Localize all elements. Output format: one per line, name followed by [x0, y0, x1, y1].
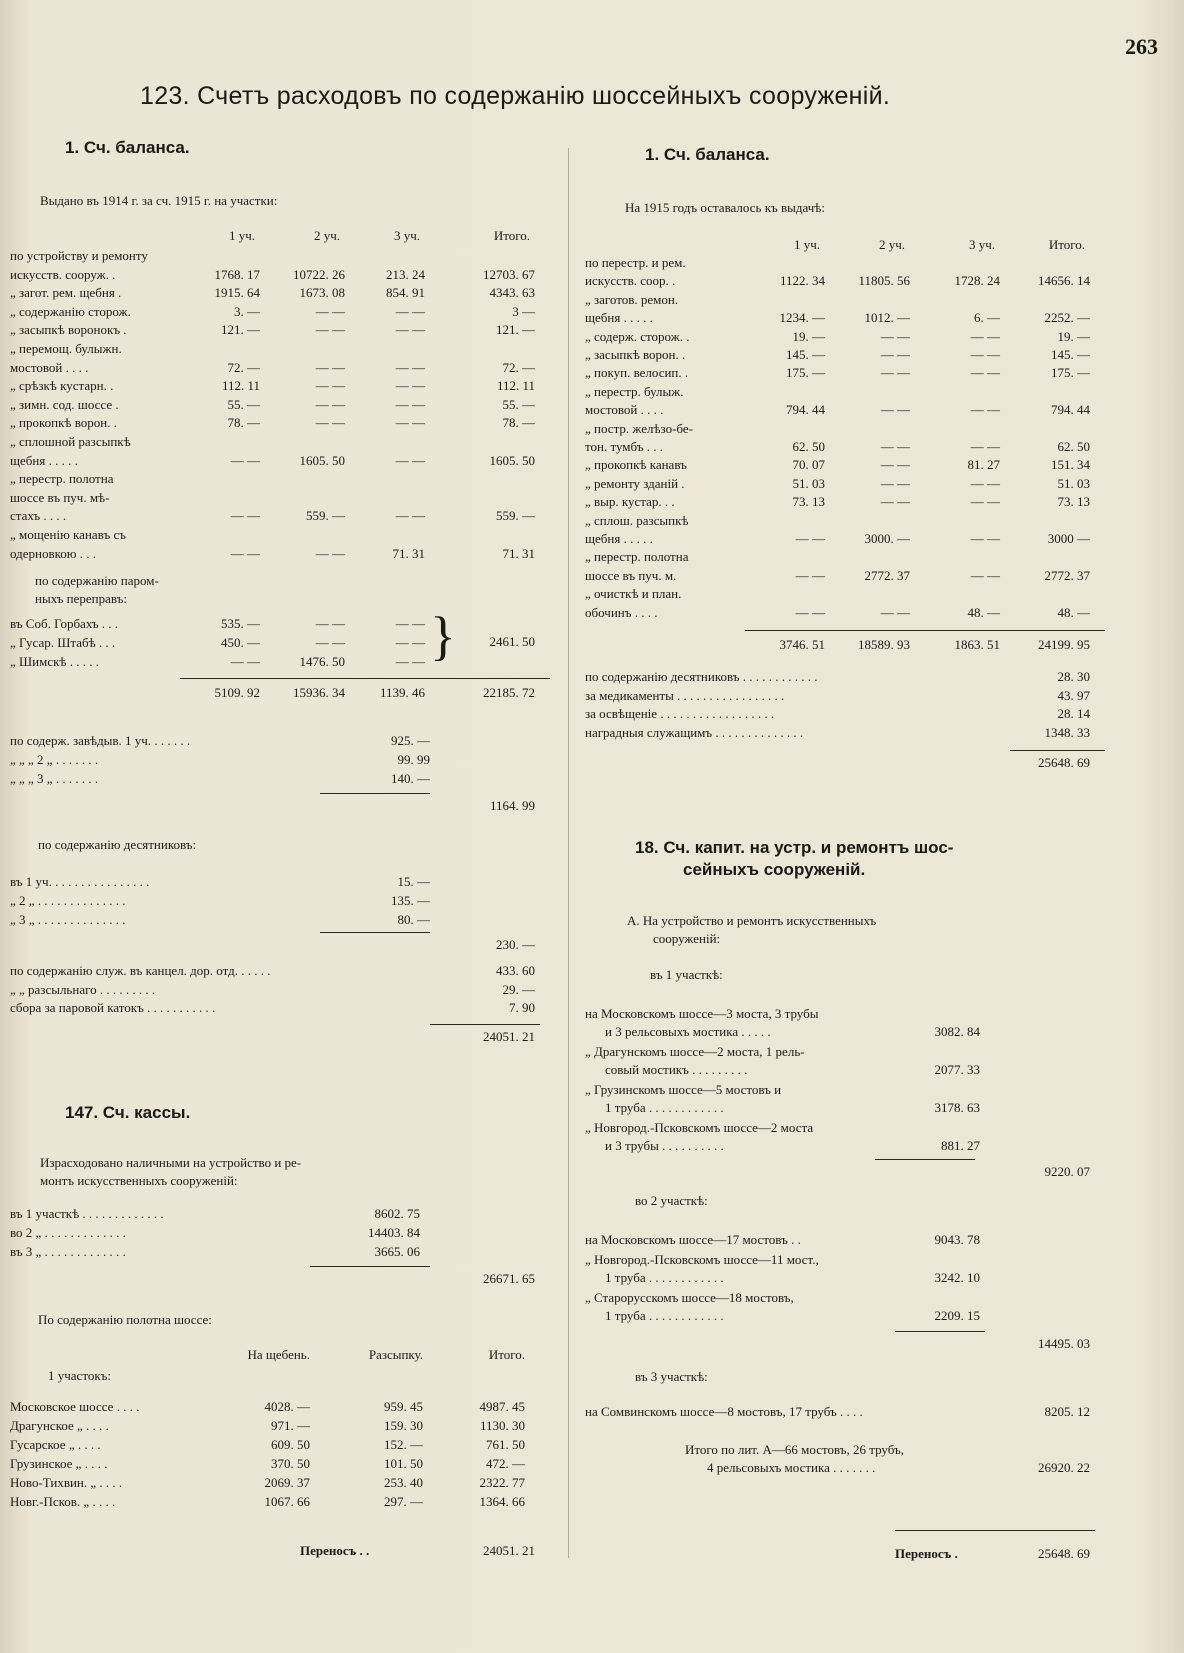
table-cell: 1605. 50 — [299, 452, 345, 468]
caption: въ 3 участкѣ: — [635, 1369, 708, 1384]
table-cell: — — — [315, 545, 345, 561]
table-cell: 18589. 93 — [858, 637, 910, 652]
column-header: 1 уч. — [793, 237, 820, 252]
caption: по содержанію паром- — [35, 573, 159, 589]
table-cell: 48. — — [967, 604, 1000, 620]
table-cell: 2772. 37 — [1044, 567, 1090, 583]
row-label: „ зимн. сод. шоссе . — [10, 396, 119, 412]
table-cell: — — — [880, 604, 910, 620]
column-header: Итого. — [1048, 237, 1085, 252]
row-label: наградныя служащимъ . . . . . . . . . . . . . . — [585, 724, 804, 740]
row-label: искусств. сооруж. . — [10, 266, 116, 282]
table-cell: 881. 27 — [941, 1138, 980, 1153]
table-cell: 4028. — — [264, 1399, 310, 1414]
table-cell: — — — [395, 359, 425, 375]
caption: Израсходовано наличными на устройство и ре- — [40, 1155, 302, 1170]
table-cell: 2069. 37 — [264, 1475, 310, 1490]
table-cell: — — — [395, 452, 425, 468]
row-label: „ Шимскѣ . . . . . — [10, 654, 99, 670]
table-cell: 14656. 14 — [1038, 273, 1090, 289]
caption: въ 1 участкѣ: — [650, 967, 723, 982]
table-cell: — — — [880, 365, 910, 381]
table-cell: 78. — — [227, 415, 260, 431]
caption: Переносъ . . — [300, 1543, 370, 1558]
table-cell: — — — [230, 654, 260, 670]
table-cell: 152. — — [384, 1437, 423, 1452]
table-cell: 24051. 21 — [483, 1028, 535, 1044]
row-label: „ „ „ 3 „ . . . . . . . — [10, 771, 99, 787]
table-cell: — — — [970, 328, 1000, 344]
table-cell: 24199. 95 — [1038, 637, 1090, 652]
table-cell: — — — [315, 635, 345, 651]
row-label: по устройству и ремонту — [10, 248, 148, 263]
row-label: въ 1 участкѣ . . . . . . . . . . . . . — [10, 1206, 164, 1221]
table-cell: 8205. 12 — [1044, 1404, 1090, 1419]
table-cell: 159. 30 — [384, 1418, 423, 1433]
table-cell: — — — [880, 475, 910, 491]
table-cell: — — — [880, 439, 910, 454]
row-label: щебня . . . . . — [585, 310, 653, 326]
table-cell: — — — [970, 402, 1000, 418]
row-label: „ ремонту зданій . — [585, 475, 685, 491]
table-cell: — — — [230, 508, 260, 524]
row-label: „ сплошной разсыпкѣ — [10, 434, 131, 449]
table-cell: 4343. 63 — [489, 285, 535, 301]
row-label: мостовой . . . . — [585, 402, 664, 418]
table-cell: 19. — — [1057, 328, 1090, 344]
table-cell: — — — [395, 322, 425, 338]
table-cell: 1476. 50 — [299, 654, 345, 670]
section-heading: 18. Сч. капит. на устр. и ремонтъ шос- — [635, 838, 954, 857]
table-cell: 559. — — [306, 508, 345, 524]
table-cell: — — — [795, 531, 825, 546]
table-cell: 2772. 37 — [864, 567, 910, 583]
table-cell: 62. 50 — [792, 439, 825, 454]
row-label: Драгунское „ . . . . — [10, 1418, 109, 1433]
table-cell: 72. — — [227, 359, 260, 375]
table-cell: 1364. 66 — [479, 1494, 525, 1509]
row-label: совый мостикъ . . . . . . . . . — [605, 1062, 748, 1077]
table-cell: 24051. 21 — [483, 1543, 535, 1558]
table-cell: 25648. 69 — [1038, 1546, 1090, 1561]
caption: Выдано въ 1914 г. за сч. 1915 г. на участки: — [40, 193, 278, 208]
table-cell: — — — [970, 347, 1000, 362]
table-cell: 297. — — [384, 1494, 423, 1509]
caption: монтъ искусственныхъ сооруженій: — [40, 1173, 238, 1188]
table-cell: — — — [880, 402, 910, 418]
row-label: щебня . . . . . — [585, 531, 653, 546]
table-cell: — — — [970, 439, 1000, 454]
table-cell: 3. — — [234, 303, 260, 319]
column-header: 3 уч. — [393, 228, 420, 243]
table-cell: 14495. 03 — [1038, 1336, 1090, 1351]
row-label: Итого по лит. А—66 мостовъ, 26 трубъ, — [685, 1442, 905, 1457]
page-number: 263 — [1125, 34, 1158, 59]
table-cell: 112. 11 — [221, 378, 260, 394]
table-cell: — — — [395, 396, 425, 412]
table-cell: — — — [970, 567, 1000, 583]
row-label: на Московскомъ шоссе—17 мостовъ . . — [585, 1232, 801, 1247]
table-cell: 78. — — [502, 415, 535, 431]
table-cell: 5109. 92 — [214, 685, 260, 701]
table-cell: 794. 44 — [786, 402, 825, 418]
row-label: „ прокопкѣ канавъ — [585, 457, 687, 473]
row-label: „ выр. кустар. . . — [585, 494, 675, 510]
separator-rule — [320, 932, 430, 933]
table-cell: 2461. 50 — [489, 634, 535, 650]
row-label: мостовой . . . . — [10, 359, 89, 375]
table-cell: 370. 50 — [271, 1456, 310, 1471]
caption: по содержанію десятниковъ: — [38, 837, 197, 853]
table-cell: 1234. — — [779, 310, 825, 326]
table-cell: — — — [795, 567, 825, 583]
row-label: щебня . . . . . — [10, 452, 78, 468]
row-label: по содержанію служ. въ канцел. дор. отд. . . . . . — [10, 963, 271, 979]
table-cell: 71. 31 — [392, 545, 425, 561]
row-label: „ Драгунскомъ шоссе—2 моста, 1 рель- — [585, 1044, 805, 1059]
brace-symbol: } — [430, 606, 456, 667]
table-cell: 145. — — [1051, 347, 1090, 362]
table-cell: 80. — — [397, 912, 430, 928]
table-cell: 28. 30 — [1057, 669, 1090, 684]
table-cell: — — — [315, 322, 345, 338]
table-cell: 794. 44 — [1051, 402, 1090, 418]
column-header: На щебень. — [247, 1347, 310, 1362]
row-label: „ Новгород.-Псковскомъ шоссе—11 мост., — [585, 1252, 819, 1267]
row-label: „ 2 „ . . . . . . . . . . . . . . — [10, 893, 126, 909]
table-cell: 609. 50 — [271, 1437, 310, 1452]
table-cell: 28. 14 — [1057, 706, 1090, 721]
table-cell: 1067. 66 — [264, 1494, 310, 1509]
row-label: по перестр. и рем. — [585, 255, 686, 270]
caption: По содержанію полотна шоссе: — [38, 1312, 212, 1327]
table-cell: 3178. 63 — [934, 1100, 980, 1115]
table-cell: 433. 60 — [496, 963, 535, 979]
row-label: на Сомвинскомъ шоссе—8 мостовъ, 17 трубъ . . . . — [585, 1404, 863, 1419]
table-cell: 1139. 46 — [379, 685, 425, 701]
row-label: Московское шоссе . . . . — [10, 1399, 140, 1414]
row-label: „ очисткѣ и план. — [585, 586, 682, 602]
row-label: „ прокопкѣ ворон. . — [10, 415, 117, 431]
table-cell: 8602. 75 — [374, 1206, 420, 1221]
table-cell: 15. — — [397, 874, 430, 890]
table-cell: 2209. 15 — [934, 1308, 980, 1323]
table-cell: — — — [315, 616, 345, 632]
row-label: „ Старорусскомъ шоссе—18 мостовъ, — [585, 1290, 794, 1305]
table-cell: 3 — — [512, 303, 535, 319]
caption: 1 участокъ: — [48, 1368, 111, 1383]
row-label: Грузинское „ . . . . — [10, 1456, 108, 1471]
table-cell: 19. — — [792, 328, 825, 344]
row-label: и 3 рельсовыхъ мостика . . . . . — [605, 1024, 771, 1039]
table-cell: 151. 34 — [1051, 457, 1090, 473]
page-title: 123. Счетъ расходовъ по содержанію шоссейныхъ сооруженій. — [140, 82, 891, 110]
table-cell: 99. 99 — [397, 752, 430, 768]
table-cell: — — — [230, 452, 260, 468]
row-label: „ содерж. сторож. . — [585, 328, 690, 344]
table-cell: 1122. 34 — [779, 273, 825, 289]
table-cell: — — — [315, 415, 345, 431]
column-header: Итого. — [488, 1347, 525, 1362]
table-cell: 15936. 34 — [293, 685, 345, 701]
table-cell: 1863. 51 — [954, 637, 1000, 652]
separator-rule — [320, 793, 430, 794]
row-label: и 3 трубы . . . . . . . . . . — [605, 1138, 724, 1153]
caption: Переносъ . — [895, 1546, 958, 1561]
table-cell: 55. — — [227, 396, 260, 412]
table-cell: 1012. — — [864, 310, 910, 326]
table-cell: 10722. 26 — [293, 266, 345, 282]
row-label: 1 труба . . . . . . . . . . . . — [605, 1100, 724, 1115]
row-label: 4 рельсовыхъ мостика . . . . . . . — [707, 1460, 876, 1475]
table-cell: 1130. 30 — [479, 1418, 525, 1433]
table-cell: 3000 — — [1047, 531, 1090, 546]
table-cell: 472. — — [486, 1456, 525, 1471]
table-cell: 73. 13 — [1057, 494, 1090, 510]
table-cell: 55. — — [502, 396, 535, 412]
table-cell: 145. — — [786, 347, 825, 362]
table-cell: 1673. 08 — [299, 285, 345, 301]
table-cell: — — — [230, 545, 260, 561]
table-cell: 29. — — [502, 981, 535, 997]
row-label: по содержанію десятниковъ . . . . . . . . . . . . — [585, 669, 818, 684]
row-label: „ Грузинскомъ шоссе—5 мостовъ и — [585, 1082, 782, 1097]
separator-rule — [180, 678, 550, 679]
table-cell: 559. — — [496, 508, 535, 524]
table-cell: 14403. 84 — [368, 1225, 420, 1240]
row-label: искусств. соор. . — [585, 273, 676, 289]
row-label: во 2 „ . . . . . . . . . . . . . — [10, 1225, 126, 1240]
table-cell: 62. 50 — [1057, 439, 1090, 454]
table-cell: 3665. 06 — [374, 1244, 420, 1259]
table-cell: — — — [315, 303, 345, 319]
table-cell: 26671. 65 — [483, 1271, 535, 1286]
column-divider — [568, 148, 569, 1558]
caption: А. На устройство и ремонтъ искусственныхъ — [627, 913, 877, 928]
table-cell: 81. 27 — [967, 457, 1000, 473]
row-label: „ Новгород.-Псковскомъ шоссе—2 моста — [585, 1120, 814, 1135]
row-label: въ 1 уч. . . . . . . . . . . . . . . . — [10, 874, 150, 890]
table-cell: 48. — — [1057, 604, 1090, 620]
table-cell: 3000. — — [864, 531, 910, 546]
separator-rule — [745, 630, 1105, 631]
row-label: 1 труба . . . . . . . . . . . . — [605, 1308, 724, 1323]
table-cell: — — — [315, 359, 345, 375]
separator-rule — [1010, 750, 1105, 751]
row-label: шоссе въ пуч. мѣ- — [10, 489, 110, 505]
table-cell: 175. — — [786, 365, 825, 381]
table-cell: — — — [970, 531, 1000, 546]
table-cell: 854. 91 — [386, 285, 425, 301]
row-label: „ Гусар. Штабѣ . . . — [10, 635, 116, 651]
table-cell: — — — [795, 604, 825, 620]
table-cell: 2252. — — [1044, 310, 1090, 326]
table-cell: 971. — — [271, 1418, 310, 1433]
table-cell: 101. 50 — [384, 1456, 423, 1471]
table-cell: 71. 31 — [502, 545, 535, 561]
table-cell: 2077. 33 — [934, 1062, 980, 1077]
table-cell: 43. 97 — [1057, 687, 1090, 703]
table-cell: — — — [395, 415, 425, 431]
separator-rule — [310, 1266, 430, 1267]
table-cell: 70. 07 — [792, 457, 825, 473]
row-label: въ 3 „ . . . . . . . . . . . . . — [10, 1244, 126, 1259]
table-cell: 121. — — [221, 322, 260, 338]
row-label: стахъ . . . . — [10, 508, 67, 524]
row-label: „ „ разсыльнаго . . . . . . . . . — [10, 981, 156, 997]
table-cell: 3746. 51 — [779, 637, 825, 652]
table-cell: 51. 03 — [1057, 475, 1090, 491]
row-label: „ содержанію сторож. — [10, 303, 131, 319]
row-label: въ Соб. Горбахъ . . . — [10, 616, 119, 632]
table-cell: 26920. 22 — [1038, 1460, 1090, 1475]
table-cell: — — — [970, 494, 1000, 510]
table-cell: 121. — — [496, 322, 535, 338]
table-cell: — — — [880, 347, 910, 362]
section-heading: 1. Сч. баланса. — [65, 138, 190, 157]
table-cell: 9043. 78 — [934, 1232, 980, 1247]
row-label: сбора за паровой катокъ . . . . . . . . . . . — [10, 1000, 216, 1016]
row-label: „ срѣзкѣ кустарн. . — [10, 378, 114, 394]
table-cell: 1605. 50 — [489, 452, 535, 468]
table-cell: 6. — — [974, 310, 1000, 326]
column-header: Итого. — [493, 228, 530, 243]
table-cell: — — — [880, 494, 910, 510]
table-cell: 11805. 56 — [858, 273, 910, 289]
table-cell: 925. — — [391, 733, 430, 749]
row-label: на Московскомъ шоссе—3 моста, 3 трубы — [585, 1006, 819, 1021]
row-label: „ загот. рем. щебня . — [10, 285, 122, 301]
table-cell: — — — [880, 328, 910, 344]
row-label: „ 3 „ . . . . . . . . . . . . . . — [10, 912, 126, 928]
row-label: по содерж. завѣдыв. 1 уч. . . . . . . — [10, 733, 191, 749]
table-cell: 175. — — [1051, 365, 1090, 381]
caption: На 1915 годъ оставалось къ выдачѣ: — [625, 200, 825, 215]
section-heading: 1. Сч. баланса. — [645, 145, 770, 164]
row-label: „ заготов. ремон. — [585, 291, 679, 307]
table-cell: 135. — — [391, 893, 430, 909]
table-cell: 3242. 10 — [934, 1270, 980, 1285]
table-cell: — — — [970, 365, 1000, 381]
row-label: „ мощенію канавъ съ — [10, 527, 126, 542]
table-cell: 535. — — [221, 616, 260, 632]
table-cell: 25648. 69 — [1038, 755, 1090, 770]
caption: ныхъ переправъ: — [35, 591, 128, 607]
row-label: „ „ „ 2 „ . . . . . . . — [10, 752, 99, 768]
table-cell: 12703. 67 — [483, 266, 535, 282]
row-label: тон. тумбъ . . . — [585, 439, 664, 454]
separator-rule — [895, 1331, 985, 1332]
table-cell: 112. 11 — [496, 378, 535, 394]
table-cell: 1164. 99 — [489, 798, 535, 814]
section-heading: 147. Сч. кассы. — [65, 1103, 191, 1122]
table-cell: 9220. 07 — [1044, 1164, 1090, 1179]
row-label: „ засыпкѣ воронокъ . — [10, 322, 127, 338]
table-cell: — — — [315, 378, 345, 394]
row-label: за медикаменты . . . . . . . . . . . . . . . . . — [585, 687, 785, 703]
table-cell: 213. 24 — [386, 266, 425, 282]
caption: сооруженій: — [653, 931, 721, 946]
table-cell: 2322. 77 — [479, 1475, 525, 1490]
row-label: „ перестр. полотна — [585, 549, 689, 565]
caption: во 2 участкѣ: — [635, 1193, 708, 1208]
column-header: 2 уч. — [878, 237, 905, 252]
table-cell: 73. 13 — [792, 494, 825, 510]
row-label: „ засыпкѣ ворон. . — [585, 347, 686, 362]
table-cell: 450. — — [221, 635, 260, 651]
column-header: 1 уч. — [228, 228, 255, 243]
row-label: шоссе въ пуч. м. — [585, 567, 677, 583]
row-label: за освѣщеніе . . . . . . . . . . . . . . . . . . — [585, 706, 775, 721]
row-label: 1 труба . . . . . . . . . . . . — [605, 1270, 724, 1285]
table-cell: 3082. 84 — [934, 1024, 980, 1039]
table-cell: — — — [395, 616, 425, 632]
section-heading: сейныхъ сооруженій. — [683, 860, 866, 879]
table-cell: 253. 40 — [384, 1475, 423, 1490]
table-cell: 1728. 24 — [954, 273, 1000, 289]
table-cell: 72. — — [502, 359, 535, 375]
row-label: Новг.-Псков. „ . . . . — [10, 1494, 116, 1509]
column-header: Разсыпку. — [368, 1347, 423, 1362]
table-cell: 959. 45 — [384, 1399, 423, 1414]
row-label: одерновкою . . . — [10, 545, 96, 561]
table-cell: — — — [395, 378, 425, 394]
row-label: Гусарское „ . . . . — [10, 1437, 101, 1452]
table-cell: — — — [880, 457, 910, 473]
table-cell: 1915. 64 — [214, 285, 260, 301]
row-label: обочинъ . . . . — [585, 604, 658, 620]
table-cell: — — — [395, 303, 425, 319]
column-header: 3 уч. — [968, 237, 995, 252]
table-cell: 1348. 33 — [1044, 724, 1090, 740]
table-cell: 4987. 45 — [479, 1399, 525, 1414]
table-cell: — — — [395, 508, 425, 524]
table-cell: — — — [970, 475, 1000, 491]
table-cell: — — — [395, 635, 425, 651]
table-cell: 761. 50 — [486, 1437, 525, 1452]
table-cell: 22185. 72 — [483, 685, 535, 701]
table-cell: 7. 90 — [509, 1000, 535, 1016]
row-label: „ перемощ. булыжн. — [10, 341, 122, 356]
table-cell: 1768. 17 — [214, 266, 260, 282]
table-cell: 51. 03 — [792, 475, 825, 491]
table-cell: 140. — — [391, 771, 430, 787]
row-label: „ постр. желѣзо-бе- — [585, 420, 693, 436]
row-label: „ сплош. разсыпкѣ — [585, 512, 689, 528]
row-label: „ перестр. булыж. — [585, 383, 684, 399]
table-cell: 230. — — [496, 937, 535, 953]
table-cell: — — — [395, 654, 425, 670]
column-header: 2 уч. — [313, 228, 340, 243]
separator-rule — [430, 1024, 540, 1025]
row-label: „ покуп. велосип. . — [585, 365, 689, 381]
row-label: „ перестр. полотна — [10, 471, 114, 487]
separator-rule — [875, 1159, 975, 1160]
table-cell: — — — [315, 396, 345, 412]
separator-rule — [895, 1530, 1095, 1531]
row-label: Ново-Тихвин. „ . . . . — [10, 1475, 123, 1490]
